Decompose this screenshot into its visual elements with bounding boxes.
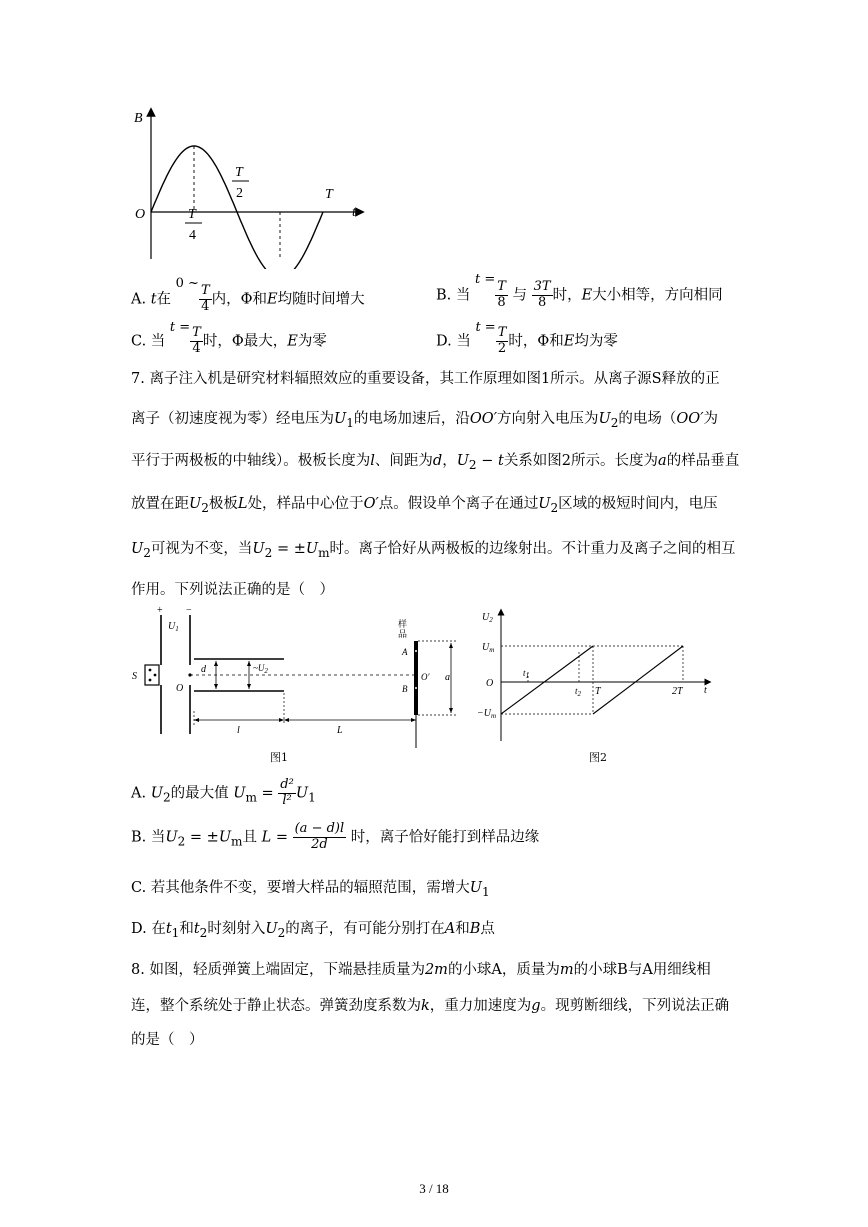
figure-1 — [128, 603, 468, 763]
q7-line-3: 平行于两极板的中轴线）。极板长度为l、间距为d，$U_2 - t$关系如图2所示。长度为a的样品垂直 — [131, 453, 740, 472]
plus-sign: + — [157, 605, 163, 616]
q6-option-a: A. t在 0 ~ $\frac{T}{4}$ 内，Φ和E均随时间增大 — [131, 276, 365, 314]
l-label: l — [237, 725, 240, 736]
t-label: T — [595, 686, 601, 697]
q7-option-a: A. $U_2$的最大值 $U_m$ = $\frac{\text{d²}}{\text{l²}}$ $U_1$ — [131, 777, 316, 808]
q7-line-4: 放置在距$U_2$极板L处，样品中心位于O′点。假设单个离子在通过$U_2$区域的极短时间内，电压 — [131, 496, 718, 515]
b-t-graph — [120, 104, 370, 269]
q6-option-c: C. 当 t = $\frac{T}{4}$ 时，Φ最大，E为零 — [131, 320, 327, 356]
o-label: O — [176, 683, 184, 694]
q7-option-b: B. 当$U_2 = \pm U_m$且 L = $\frac{(a - d)l}{2d}$ 时，离子恰好能打到样品边缘 — [131, 821, 540, 852]
point-a: A — [402, 647, 408, 657]
minus-sign: − — [186, 605, 192, 616]
figure-2 — [476, 606, 716, 746]
sample-label-2: 品 — [398, 629, 408, 639]
ion-source — [145, 665, 159, 685]
u2-label: $\sim U_2$ — [253, 663, 268, 675]
origin: O — [486, 678, 494, 689]
neg-um-label: $-U_m$ — [477, 708, 497, 720]
2t-label: 2T — [672, 686, 683, 697]
q8-line-2: 连，整个系统处于静止状态。弹簧劲度系数为k，重力加速度为g。现剪断细线，下列说法正确 — [131, 998, 730, 1014]
q7-option-c: C. 若其他条件不变，要增大样品的辐照范围，需增大$U_1$ — [131, 880, 490, 899]
q6-option-b: B. 当 t = $\frac{T}{8}$ 与 $\frac{3T}{8}$ 时，E大小相等，方向相同 — [436, 272, 723, 310]
voltage-ramp-2 — [593, 646, 683, 714]
q7-line-2: 离子（初速度视为零）经电压为$U_1$的电场加速后，沿OO′方向射入电压为$U_2$的电场（OO′为 — [131, 411, 718, 430]
s-label: S — [132, 671, 137, 682]
u1-label: $U_1$ — [168, 621, 179, 633]
y-axis-label: $U_2$ — [482, 612, 493, 624]
sample-label-1: 样 — [398, 619, 408, 629]
d-label: d — [201, 664, 206, 675]
t1-label: $t_1$ — [523, 668, 530, 680]
t-axis-label: t — [704, 685, 707, 696]
figure-1-caption: 图1 — [270, 751, 288, 764]
t2-label: $t_2$ — [575, 686, 582, 698]
q7-line-6: 作用。下列说法正确的是（ ） — [131, 582, 334, 598]
o-prime: O′ — [421, 672, 430, 682]
y-label: B — [134, 111, 143, 126]
tick-quarter-den: 4 — [189, 228, 196, 243]
origin-label: O — [135, 207, 146, 222]
point-b: B — [402, 684, 408, 694]
page-number: 3 / 18 — [419, 1181, 449, 1196]
q8-line-1: 8. 如图，轻质弹簧上端固定，下端悬挂质量为2m的小球A，质量为m的小球B与A用细线相 — [131, 962, 711, 978]
q7-option-d: D. 在$t_1$和$t_2$时刻射入$U_2$的离子，有可能分别打在A和B点 — [131, 921, 495, 940]
figure-2-caption: 图2 — [589, 751, 607, 764]
tick-half-num: T — [235, 165, 243, 180]
a-length: a — [445, 672, 450, 683]
q7-line-1: 7. 离子注入机是研究材料辐照效应的重要设备，其工作原理如图1所示。从离子源S释放的正 — [131, 371, 720, 387]
q8-line-3: 的是（ ） — [131, 1032, 204, 1048]
tick-half-den: 2 — [236, 186, 243, 201]
q6-option-d: D. 当 t = $\frac{T}{2}$ 时，Φ和E均为零 — [436, 320, 618, 356]
tick-quarter-num: T — [188, 207, 196, 222]
big-l-label: L — [337, 725, 343, 736]
x-label: t — [352, 205, 356, 220]
q7-line-5: $U_2$可视为不变，当$U_2 = \pm U_m$时。离子恰好从两极板的边缘射出。不计重力及离子之间的相互 — [131, 541, 736, 560]
tick-full: T — [325, 187, 333, 202]
um-label: $U_m$ — [482, 642, 495, 654]
